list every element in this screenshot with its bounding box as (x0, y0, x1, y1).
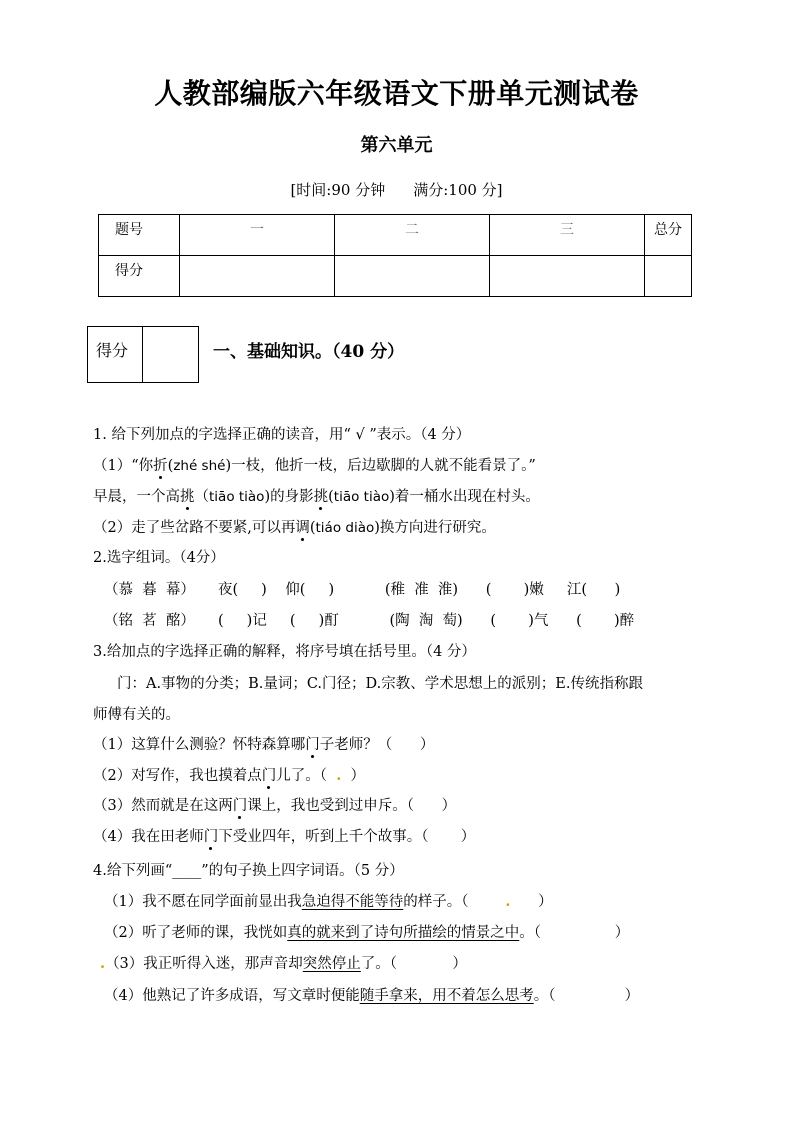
header-cell-section-1: 一 (180, 215, 335, 256)
q4-sentence-1[interactable] (104, 890, 553, 911)
q3-sentence-4[interactable] (93, 825, 475, 846)
header-cell-section-3: 三 (490, 215, 645, 256)
section1-score-field[interactable] (143, 327, 198, 382)
header-cell-question-no: 题号 (99, 215, 180, 256)
q4-s1-text-c: ） (510, 894, 553, 910)
q2-row-1[interactable]: （慕 暮 幕） 夜( ) 仰( ) (稚 准 淮) ( )嫩 江( ) (104, 582, 621, 598)
q1-l2-dotted-char-2: 挑 (313, 489, 329, 505)
score-table-header-row (99, 215, 692, 256)
section1-heading: 一、基础知识。（40 分） (213, 342, 405, 362)
q4-s4-text-b: 。（ ） (533, 988, 640, 1004)
q4-s3-stray-mark: . (100, 955, 106, 972)
q4-s3-text-a: （3）我正听得入迷，那声音却 (105, 956, 303, 972)
q3-s1-dotted-char: 门 (305, 737, 320, 753)
q4-s1-stray-mark: . (505, 893, 511, 910)
q4-s2-text-b: 。（ ） (519, 925, 630, 941)
q4-stem: 4.给下列画“____”的句子换上四字词语。（5 分） (93, 863, 404, 879)
score-table-score-row (99, 256, 692, 297)
q1-l1-text-b: ( (167, 458, 174, 474)
q1-l2-pinyin-options-2[interactable]: tiāo tiào (333, 489, 390, 505)
q3-s3-dotted-char: 门 (232, 798, 248, 814)
q3-s4-text-a: （4）我在田老师 (93, 829, 204, 845)
score-cell-section-1[interactable] (180, 256, 335, 297)
q3-s1-text-a: （1）这算什么测验？怀特森算哪 (93, 737, 306, 753)
q1-l1-text-c: )一枝，他折一枝，后边歇脚的人就不能看景了。” (225, 458, 536, 474)
q3-sentence-2[interactable] (93, 764, 365, 785)
q4-sentence-4[interactable] (104, 984, 639, 1005)
q3-sentence-1[interactable] (93, 733, 434, 754)
q1-stem: 1. 给下列加点的字选择正确的读音，用“ √ ”表示。（4 分） (93, 427, 471, 443)
q1-l3-text-a: （2）走了些岔路不要紧,可以再 (93, 520, 296, 536)
q1-l2-text-c: )的身影 (264, 489, 314, 505)
q3-stem: 3.给加点的字选择正确的解释，将序号填在括号里。（4 分） (93, 644, 476, 660)
q3-sentence-3[interactable] (93, 794, 456, 815)
q3-s2-stray-mark: . (336, 767, 342, 784)
q1-l3-pinyin-options[interactable]: tiáo diào (315, 520, 375, 536)
header-cell-total: 总分 (645, 215, 692, 256)
section1-score-label: 得分 (88, 327, 143, 382)
q3-s4-dotted-char: 门 (203, 829, 219, 845)
unit-subtitle: 第六单元 (360, 135, 433, 156)
q3-s3-text-a: （3）然而就是在这两 (93, 798, 233, 814)
score-cell-section-3[interactable] (490, 256, 645, 297)
q3-s4-text-b: 下受业四年，听到上千个故事。（ ） (218, 829, 476, 845)
q3-definition-line-2: 师傅有关的。 (93, 707, 180, 723)
page-title: 人教部编版六年级语文下册单元测试卷 (154, 77, 639, 110)
q1-l2-pinyin-options-1[interactable]: tiāo tiào (209, 489, 265, 505)
q2-row-2[interactable]: （铭 茗 酩） ( )记 ( )酊 (陶 淘 萄) ( )气 ( )醉 (104, 613, 635, 629)
header-cell-section-2: 二 (335, 215, 490, 256)
score-row-label: 得分 (99, 256, 180, 297)
score-cell-total[interactable] (645, 256, 692, 297)
q1-line-1 (93, 454, 536, 475)
q3-definition-line-1: 门：A.事物的分类；B.量词；C.门径；D.宗教、学术思想上的派别；E.传统指称跟 (117, 676, 643, 692)
score-table (98, 214, 692, 297)
q1-line-3 (93, 516, 496, 537)
q3-s1-text-b: 子老师？（ ） (319, 737, 435, 753)
q4-s4-text-a: （4）他熟记了许多成语，写文章时便能 (104, 988, 360, 1004)
exam-info (0, 179, 793, 200)
q1-l2-text-e: )着一桶水出现在村头。 (389, 489, 540, 505)
q1-l1-pinyin-options[interactable]: zhé shé (173, 458, 226, 474)
q1-l2-text-b: （ (194, 489, 209, 505)
q1-l2-dotted-char-1: 挑 (180, 489, 195, 505)
q4-s1-text-a: （1）我不愿在同学面前显出我 (104, 894, 302, 910)
section1-score-box (87, 326, 199, 383)
q3-s2-text-c: ） (341, 768, 365, 784)
q4-s2-text-a: （2）听了老师的课，我恍如 (104, 925, 288, 941)
q3-s2-text-b: 儿了。（ (276, 768, 337, 784)
q4-s3-text-b: 了。（ ） (360, 956, 467, 972)
q4-s1-underlined: 急迫得不能等待 (301, 894, 404, 910)
q4-sentence-2[interactable] (104, 921, 629, 942)
q3-s3-text-b: 课上，我也受到过申斥。（ ） (247, 798, 457, 814)
q3-s2-dotted-char: 门 (261, 768, 277, 784)
q4-s2-underlined: 真的就来到了诗句所描绘的情景之中 (287, 925, 520, 941)
q1-l2-text-d: ( (328, 489, 334, 505)
q2-stem: 2.选字组词。（4分） (93, 550, 225, 566)
score-cell-section-2[interactable] (335, 256, 490, 297)
q1-l1-dotted-char: 折 (153, 458, 168, 474)
time-limit: [时间:90 分钟 (290, 181, 386, 199)
q1-line-2 (93, 485, 540, 506)
q1-l3-text-c: )换方向进行研究。 (374, 520, 496, 536)
q1-l1-text-a: （1）“你 (93, 458, 154, 474)
q4-s4-underlined: 随手拿来，用不着怎么思考 (359, 988, 534, 1004)
q1-l3-dotted-char: 调 (295, 520, 310, 536)
full-score: 满分:100 分] (413, 181, 503, 199)
q1-l3-text-b: ( (309, 520, 316, 536)
q1-l2-text-a: 早晨，一个高 (93, 489, 180, 505)
q4-sentence-3[interactable] (100, 952, 467, 973)
q3-s2-text-a: （2）对写作，我也摸着点 (93, 768, 262, 784)
q4-s1-text-b: 的样子。（ (403, 894, 506, 910)
q4-s3-underlined: 突然停止 (302, 956, 361, 972)
